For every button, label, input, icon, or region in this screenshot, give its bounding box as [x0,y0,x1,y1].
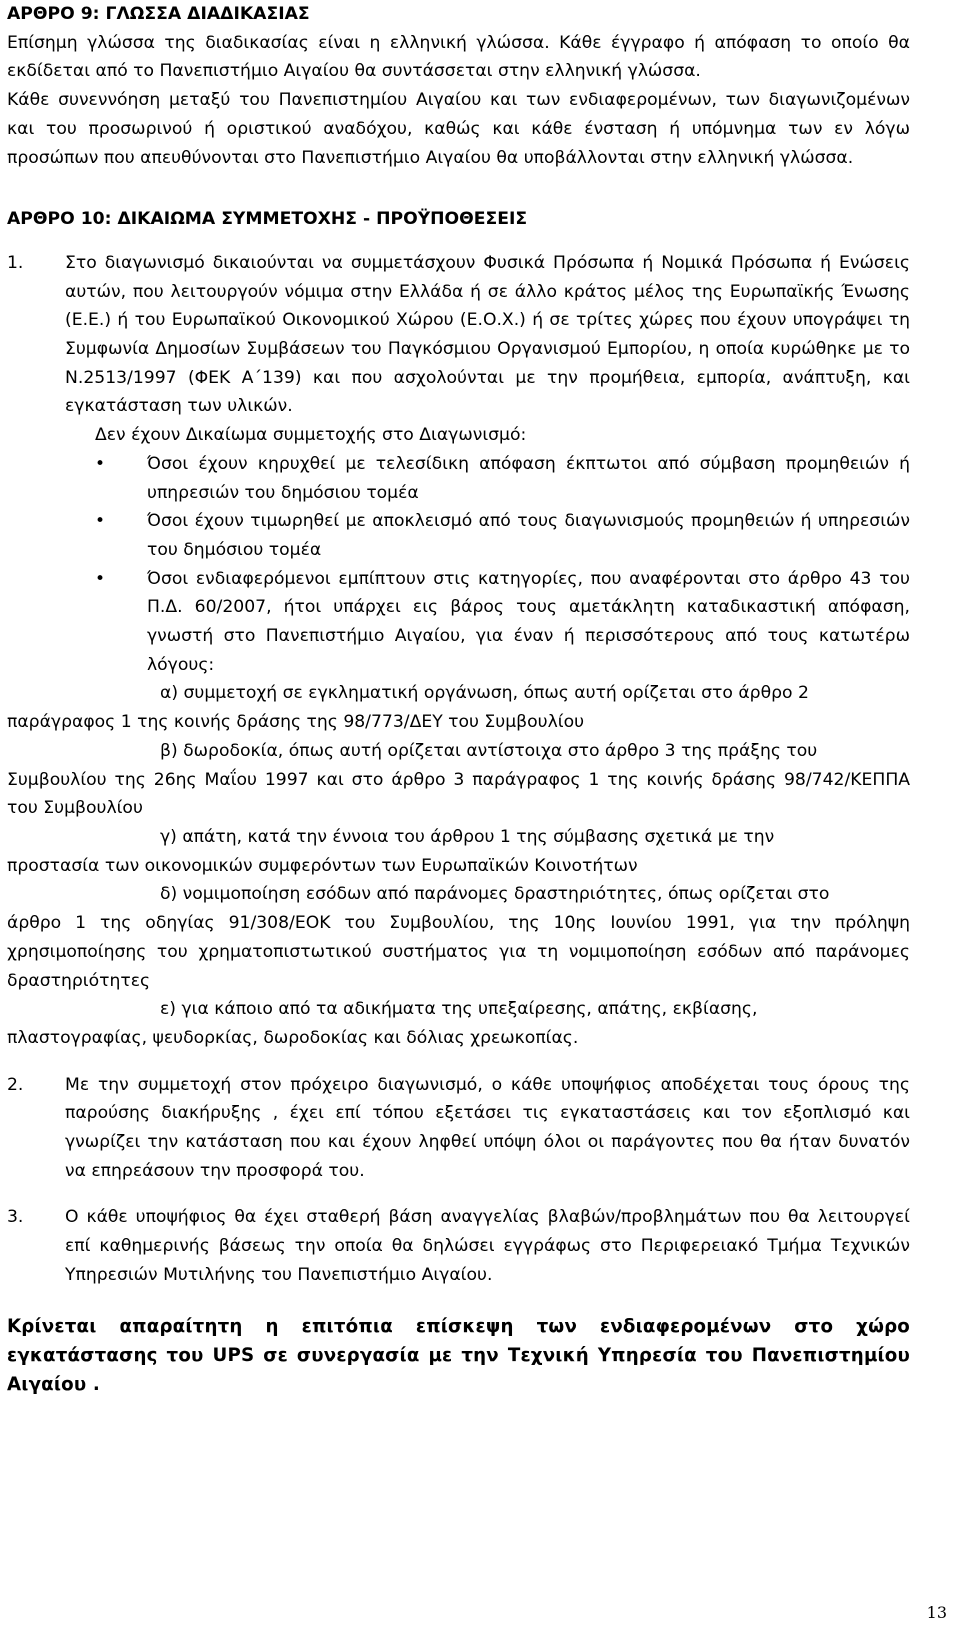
reason-d-first-line: δ) νομιμοποίηση εσόδων από παράνομες δραστηριότητες, όπως ορίζεται στο [160,884,830,905]
article-10-heading: ΑΡΘΡΟ 10: ΔΙΚΑΙΩΜΑ ΣΥΜΜΕΤΟΧΗΣ - ΠΡΟΫΠΟΘΕΣΕΙΣ [7,209,528,230]
reason-d-continuation: άρθρο 1 της οδηγίας 91/308/ΕΟΚ του Συμβουλίου, της 10ης Ιουνίου 1991, για την πρόληψη χρησιμοποίησης του χρηματοπιστωτικού συστήματος για τη νομιμοποίηση εσόδων από παράνομες δραστηριότητες [7,913,910,991]
list-item [95,450,910,507]
bullet-text: Όσοι ενδιαφερόμενοι εμπίπτουν στις κατηγορίες, που αναφέρονται στο άρθρο 43 του Π.Δ. 60/2007, ήτοι υπάρχει εις βάρος τους αμετάκλητη καταδικαστική απόφαση, γνωστή στο Πανεπιστήμιο Αιγαίου, για έναν ή περισσότερους από τους κατωτέρω λόγους: [147,568,910,675]
article-10-item-2 [7,1071,910,1186]
bullet-icon: • [95,568,106,589]
item-number: 3. [7,1207,24,1228]
item-1-text: Στο διαγωνισμό δικαιούνται να συμμετάσχουν Φυσικά Πρόσωπα ή Νομικά Πρόσωπα ή Ενώσεις αυτών, που λειτουργούν νόμιμα στην Ελλάδα ή σε άλλο κράτος μέλος της Ευρωπαϊκής Ένωσης (Ε.Ε.) ή του Ευρωπαϊκού Οικονομικού Χώρου (Ε.Ο.Χ.) ή σε τρίτες χώρες που έχουν υπογράψει τη Συμφωνία Δημοσίων Συμβάσεων του Παγκόσμιου Οργανισμού Εμπορίου, η οποία κυρώθηκε με το Ν.2513/1997 (ΦΕΚ Α΄139) και που ασχολούνται με την προμήθεια, εμπορία, ανάπτυξη, και εγκατάσταση των υλικών. [65,252,910,417]
reason-a-continuation: παράγραφος 1 της κοινής δράσης της 98/773/ΔΕΥ του Συμβουλίου [7,712,585,733]
reason-e-continuation: πλαστογραφίας, ψευδορκίας, δωροδοκίας και δόλιας χρεωκοπίας. [7,1027,579,1048]
excluded-participants-title: Δεν έχουν Δικαίωμα συμμετοχής στο Διαγωνισμό: [95,425,527,446]
article-10-item-1 [7,249,910,421]
article-9-heading: ΑΡΘΡΟ 9: ΓΛΩΣΣΑ ΔΙΑΔΙΚΑΣΙΑΣ [7,4,310,24]
item-number: 1. [7,252,24,273]
bullet-icon: • [95,453,106,474]
reason-e-first-line: ε) για κάποιο από τα αδικήματα της υπεξαίρεσης, απάτης, εκβίασης, [160,999,758,1020]
bullet-text: Όσοι έχουν τιμωρηθεί με αποκλεισμό από τους διαγωνισμούς προμηθειών ή υπηρεσιών του δημόσιου τομέα [147,511,910,560]
document-page [7,0,910,1399]
exclusion-bullet-list [7,450,910,680]
reason-b-first-line: β) δωροδοκία, όπως αυτή ορίζεται αντίστοιχα στο άρθρο 3 της πράξης του [160,740,818,761]
list-item [95,507,910,564]
page-number: 13 [926,1603,947,1622]
item-2-text: Με την συμμετοχή στον πρόχειρο διαγωνισμό, ο κάθε υποψήφιος αποδέχεται τους όρους της παρούσης διακήρυξης , έχει επί τόπου εξετάσει τις εγκαταστάσεις και τον εξοπλισμό και γνωρίζει την κατάσταση που και έχουν ληφθεί υπόψη όλοι οι παράγοντες που θα ήταν δυνατόν να επηρεάσουν την προσφορά του. [65,1074,910,1181]
article-9-paragraph-2: Κάθε συνεννόηση μεταξύ του Πανεπιστημίου Αιγαίου και των ενδιαφερομένων, των διαγωνιζομένων και του προσωρινού ή οριστικού αναδόχου, καθώς και κάθε ένσταση ή υπόμνημα των εν λόγω προσώπων που απευθύνονται στο Πανεπιστήμιο Αιγαίου θα υποβάλλονται στην ελληνική γλώσσα. [7,90,910,168]
item-number: 2. [7,1074,24,1095]
bullet-text: Όσοι έχουν κηρυχθεί με τελεσίδικη απόφαση έκπτωτοι από σύμβαση προμηθειών ή υπηρεσιών του δημόσιου τομέα [147,453,910,503]
reason-b-continuation: Συμβουλίου της 26ης Μαΐου 1997 και στο άρθρο 3 παράγραφος 1 της κοινής δράσης 98/742/ΚΕΠΠΑ του Συμβουλίου [7,769,910,819]
article-10-item-3 [7,1203,910,1289]
site-visit-requirement: Κρίνεται απαραίτητη η επιτόπια επίσκεψη των ενδιαφερομένων στο χώρο εγκατάστασης του UPS σε συνεργασία με την Τεχνική Υπηρεσία του Πανεπιστημίου Αιγαίου . [7,1315,910,1395]
bullet-icon: • [95,511,106,532]
list-item [95,565,910,680]
reason-a-first-line: α) συμμετοχή σε εγκληματική οργάνωση, όπως αυτή ορίζεται στο άρθρο 2 [160,683,809,704]
item-3-text: Ο κάθε υποψήφιος θα έχει σταθερή βάση αναγγελίας βλαβών/προβλημάτων που θα λειτουργεί επί καθημερινής βάσεως την οποία θα δηλώσει εγγράφως στο Περιφερειακό Τμήμα Τεχνικών Υπηρεσιών Μυτιλήνης του Πανεπιστήμιο Αιγαίου. [65,1207,910,1285]
article-9-paragraph-1: Επίσημη γλώσσα της διαδικασίας είναι η ελληνική γλώσσα. Κάθε έγγραφο ή απόφαση το οποίο θα εκδίδεται από το Πανεπιστήμιο Αιγαίου θα συντάσσεται στην ελληνική γλώσσα. [7,32,910,82]
reason-c-continuation: προστασία των οικονομικών συμφερόντων των Ευρωπαϊκών Κοινοτήτων [7,855,638,876]
exclusion-reasons [7,679,910,1052]
reason-c-first-line: γ) απάτη, κατά την έννοια του άρθρου 1 της σύμβασης σχετικά με την [160,826,775,847]
